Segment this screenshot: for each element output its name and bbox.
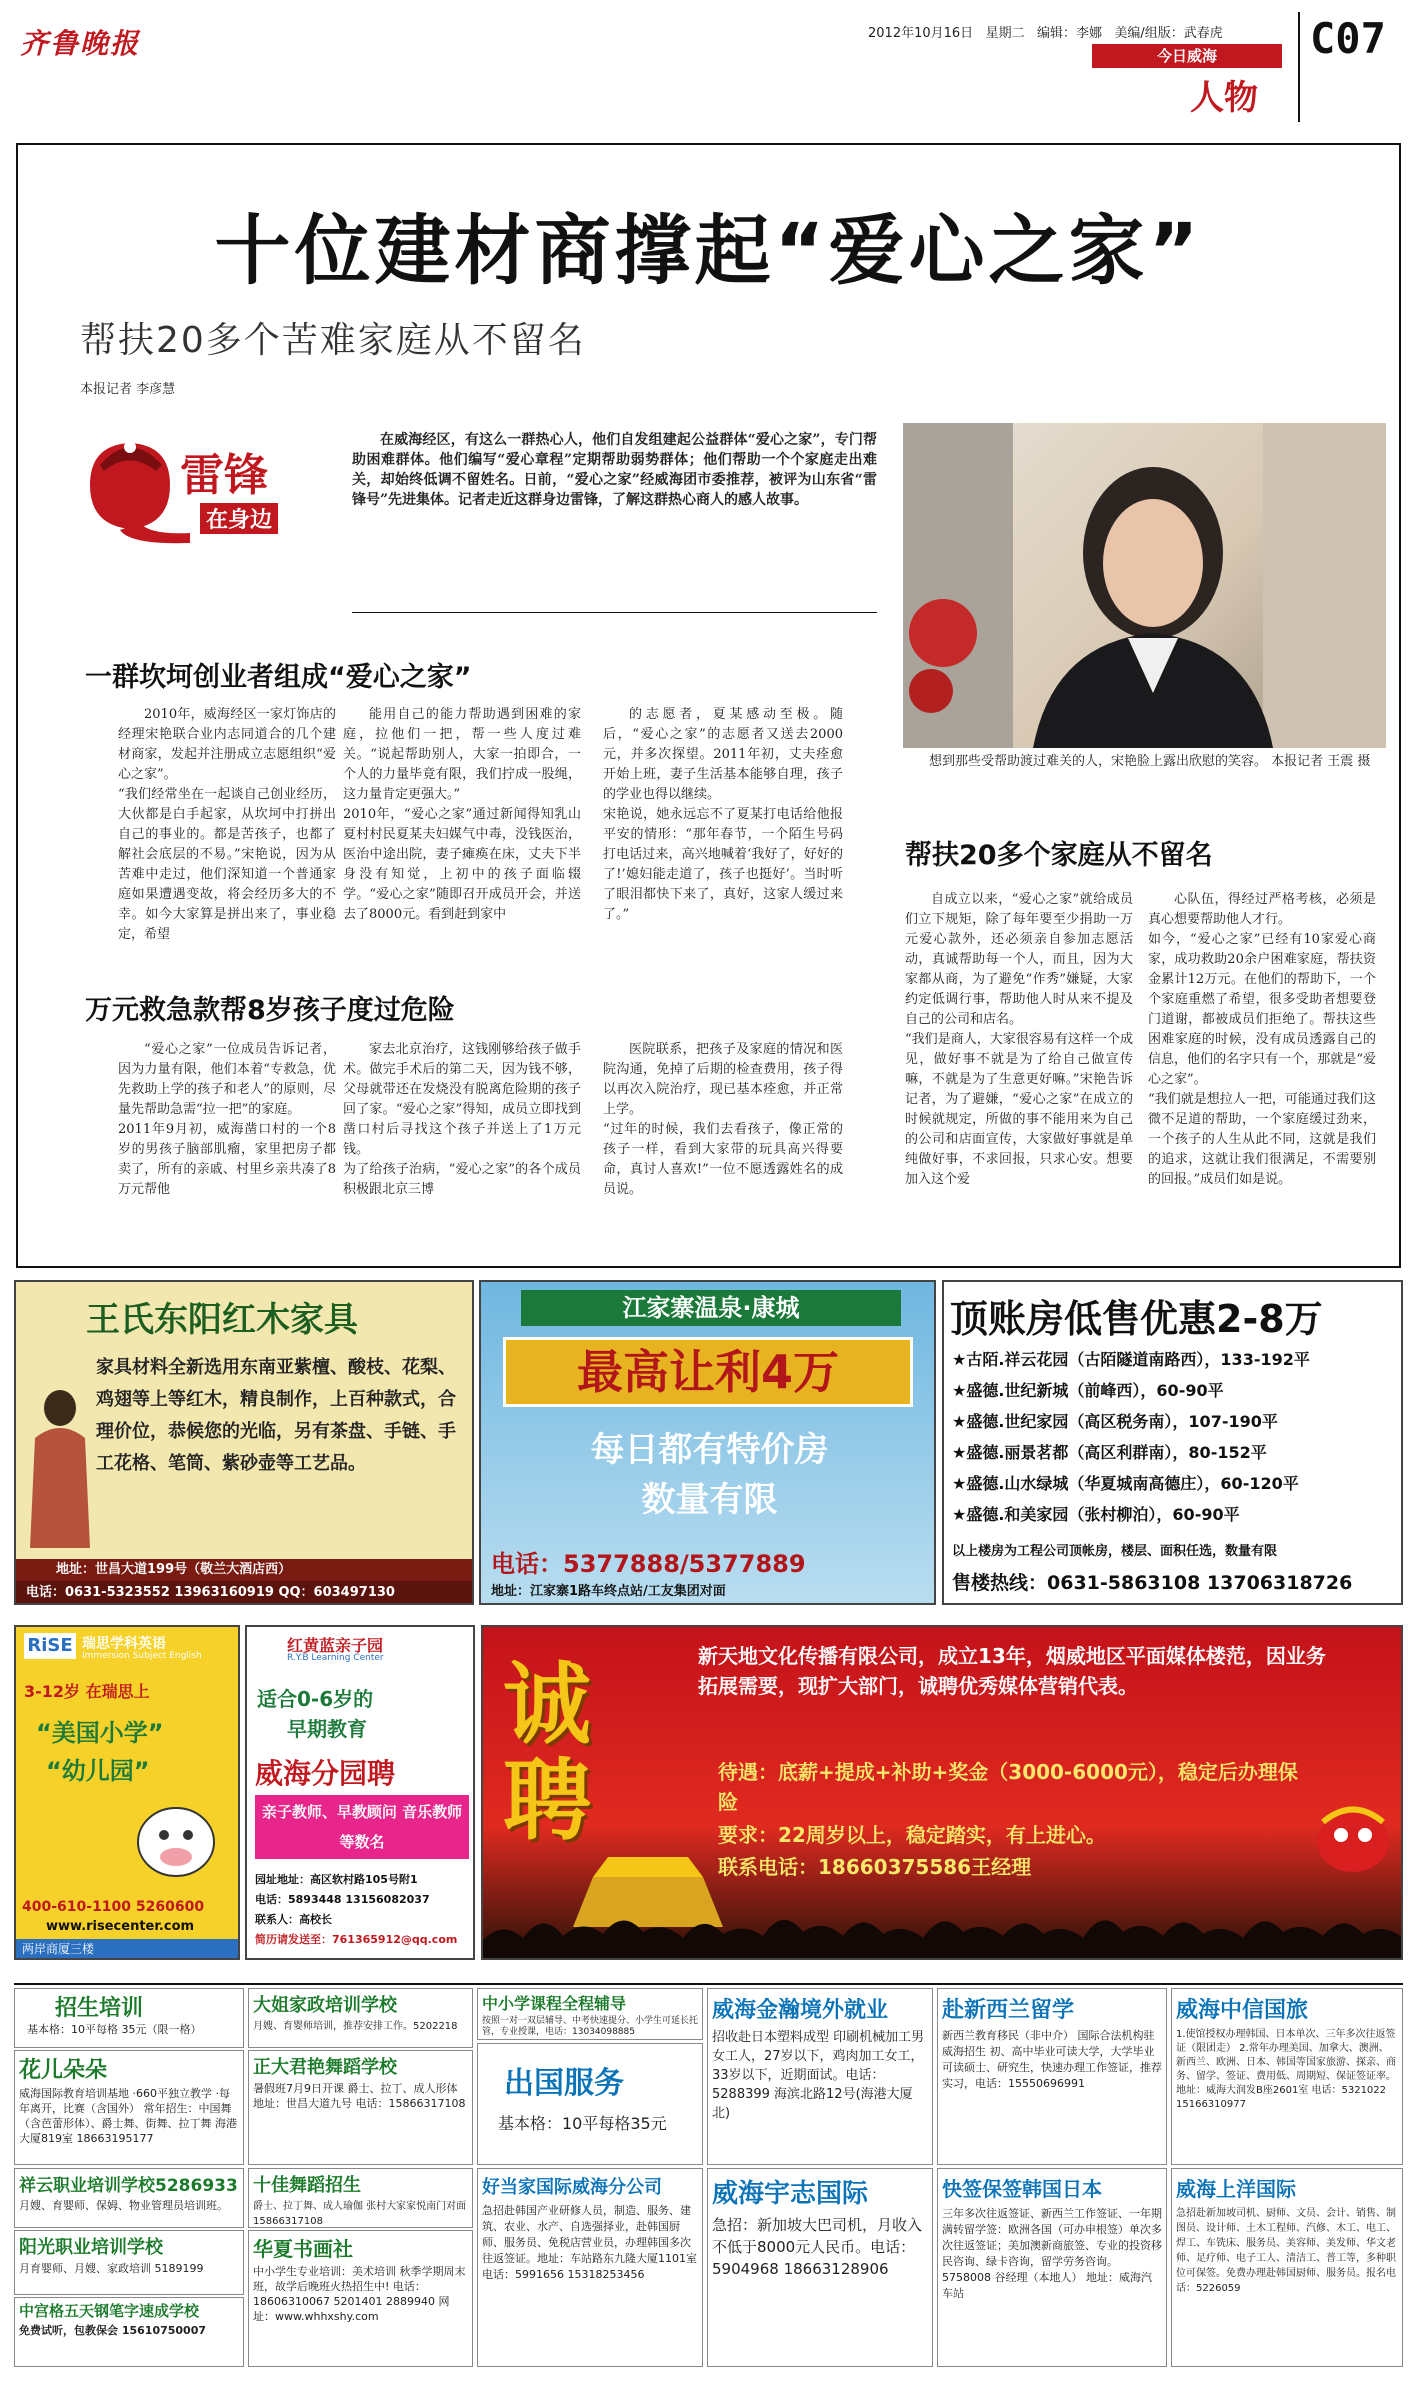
hotspring-address: 地址：江家寨1路车终点站/工友集团对面: [491, 1584, 726, 1599]
classified-title: 十佳舞蹈招生: [253, 2175, 361, 2196]
article-border-right: [1399, 143, 1401, 1268]
english-brand-en: Immersion Subject English: [82, 1651, 202, 1661]
lead-paragraph: 在威海经区，有这么一群热心人，他们自发组建起公益群体“爱心之家”，专门帮助困难群体。他们编写“爱心章程”定期帮助弱势群体；他们帮助一个个家庭走出难关，却始终低调不留姓名。日前，“爱心之家”经威海团市委推荐，被评为山东省“雷锋号”先进集体。记者走近这群身边雷锋，了解这群热心商人的感人故事。: [352, 432, 877, 508]
recruit-req: 要求：22周岁以上，稳定踏实，有上进心。: [718, 1823, 1106, 1847]
classified-text: 月育婴师、月嫂、家政培训 5189199: [19, 2262, 204, 2275]
classified-box[interactable]: [248, 2050, 473, 2165]
weekday: 星期二: [985, 26, 1025, 41]
section-2-col-1: “爱心之家”一位成员告诉记者，因为力量有限，他们本着“专救急，优先救助上学的孩子和老人”的原则，尽量先帮助急需“拉一把”的家庭。 2011年9月初，威海凿口村的一个8岁的男孩子脑部肌瘤，家里把房子都卖了，所有的亲戚、村里乡亲共凑了8万元帮他: [118, 1042, 336, 1197]
hotspring-phone: 电话：5377888/5377889: [491, 1550, 806, 1578]
realestate-title: 顶账房低售优惠2-8万: [950, 1297, 1323, 1341]
classified-title: 出国服务: [504, 2066, 624, 2101]
furniture-title: 王氏东阳红木家具: [86, 1300, 358, 1340]
classified-text: 基本格：10平每格 35元（限一格）: [27, 2023, 202, 2036]
ad-furniture[interactable]: [14, 1280, 474, 1605]
kids-brand-en: R.Y.B Learning Center: [287, 1653, 384, 1663]
recruit-pay: 待遇：底薪+提成+补助+奖金（3000-6000元），稳定后办理保险: [718, 1760, 1298, 1814]
paper-name: 齐鲁晚报: [20, 27, 141, 60]
section-1-col-3: 的志愿者，夏某感动至极。随后，“爱心之家”的志愿者又送去2000元，并多次探望。2011年初，丈夫痊愈开始上班，妻子生活基本能够自理，孩子的学业也得以继续。 宋艳说，她永远忘不了夏某打电话给他报平安的情形：“那年春节，一个陌生号码打电话过来，高兴地喊着‘我好了，好好的了!’媳妇能走道了，孩子也挺好’。当时听了眼泪都快下来了，真好，这家人缓过来了。”: [603, 707, 843, 922]
realestate-item: ★盛德.世纪家园（高区税务南），107-190平: [952, 1412, 1278, 1431]
classified-text: 爵士、拉丁舞、成人瑜伽 张村大家家悦南门对面 15866317108: [253, 2201, 467, 2227]
section-tag: 今日威海: [1092, 44, 1282, 68]
ad-kids[interactable]: [245, 1625, 475, 1960]
classified-box[interactable]: [937, 2168, 1167, 2367]
kids-address: 园址地址：高区软村路105号附1: [255, 1873, 418, 1886]
furniture-address: 地址：世昌大道199号（敬兰大酒店西）: [16, 1559, 474, 1581]
classified-text: 月嫂、育婴师培训，推荐安排工作。5202218: [253, 2021, 458, 2032]
english-logo: RiSE: [24, 1633, 76, 1659]
logo-text-main: 雷锋: [180, 450, 268, 501]
editor: 编辑：李娜: [1037, 26, 1103, 41]
ad-realestate[interactable]: [942, 1280, 1403, 1605]
english-age: 3-12岁 在瑞思上: [24, 1682, 150, 1701]
classified-title: 中宫格五天钢笔字速成学校: [19, 2302, 200, 2320]
recruit-contact: 联系电话：18660375586王经理: [718, 1855, 1032, 1879]
kids-phone: 电话：5893448 13156082037: [255, 1893, 430, 1906]
woman-portrait-icon: [903, 423, 1386, 748]
english-site: www.risecenter.com: [46, 1919, 195, 1934]
cartoon-cow-icon: [126, 1787, 226, 1887]
article-border-top: [16, 143, 1401, 145]
kids-age: 适合0-6岁的: [257, 1687, 374, 1711]
section-1-col-2: 能用自己的能力帮助遇到困难的家庭，拉他们一把，帮一些人度过难关。“说起帮助别人，大家一拍即合，一个人的力量毕竟有限，我们拧成一股绳，这力量肯定更强大。” 2010年，“爱心之家”通过新闻得知乳山夏村村民夏某夫妇媒气中毒，没钱医治，医治中途出院，妻子瘫痪在床，丈夫下半身没有知觉，上初中的孩子面临辍学。“爱心之家”随即召开成员开会，并送去了8000元。看到赶到家中: [343, 707, 581, 922]
classified-box[interactable]: [477, 1988, 703, 2040]
classified-title: 好当家国际威海分公司: [482, 2177, 662, 2198]
logo-text-sub: 在身边: [200, 503, 278, 534]
hotspring-main: 最高让利4万: [503, 1337, 913, 1407]
byline: 本报记者 李彦慧: [80, 382, 176, 397]
classified-title: 中小学课程全程辅导: [482, 1994, 627, 2013]
classified-text: 急招：新加坡大巴司机，月收入不低于8000元人民币。电话：5904968 18663128906: [712, 2216, 923, 2278]
classified-text: 中小学生专业培训：美术培训 秋季学期周末班，故学后晚班火热招生中! 电话：18606310067 5201401 2889940 网址：www.whhxshy.com: [253, 2265, 466, 2323]
lady-figure-icon: [20, 1378, 100, 1558]
classified-title: 华夏书画社: [253, 2237, 353, 2261]
classified-box[interactable]: [707, 2168, 933, 2367]
hotspring-line3: 数量有限: [641, 1480, 778, 1520]
classified-title: 正大君艳舞蹈学校: [253, 2057, 397, 2078]
classified-title: 赴新西兰留学: [942, 1998, 1075, 2023]
classified-text: 三年多次往返签证、新西兰工作签证、一年期满转留学签：欧洲各国（可办申根签）单次多次往返签证；美加澳新商旅签、专业的投资移民咨询、绿卡咨询，留学劳务咨询。5758008 谷经理（本地人） 地址：威海汽车站: [942, 2207, 1162, 2300]
section-1-col-1: 2010年，威海经区一家灯饰店的经理宋艳联合业内志同道合的几个建材商家，发起并注册成立志愿组织“爱心之家”。 “我们经常坐在一起谈自己创业经历，大伙都是白手起家，从坎坷中打拼出自己的事业的。都是苦孩子，也都了解社会底层的不易。”宋艳说，因为从苦难中走过，他们深知道一个普通家庭如果遭遇变故，将会经历多大的不幸。如今大家算是拼出来了，事业稳定，希望: [118, 707, 336, 942]
section-3-col-1: 自成立以来，“爱心之家”就给成员们立下规矩，除了每年要至少捐助一万元爱心款外，还必须亲自参加志愿活动，真诚帮助每一个人，而且，因为大家都从商，为了避免“作秀”嫌疑，大家约定低调行事，帮助他人时从来不提及自己的公司和店名。 “我们是商人，大家很容易有这样一个成见，做好事不就是为了给自己做宣传嘛，不就是为了生意更好嘛。”宋艳告诉记者，为了避嫌，“爱心之家”在成立的时候就规定，所做的事不能用来为自己的公司和店面宣传，大家做好事就是单纯做好事，不求回报，只求心安。想要加入这个爱: [905, 892, 1133, 1187]
english-phone: 400-610-1100 5260600: [22, 1899, 205, 1915]
classified-text: 月嫂、育婴师、保姆、物业管理员培训班。: [19, 2199, 228, 2212]
classified-box[interactable]: [1171, 1988, 1403, 2165]
classified-text: 基本格：10平每格35元: [498, 2114, 667, 2133]
classified-text: 按照一对一双层辅导、中考快速提分、小学生可延长托管，专业授课，电话：13034098885: [482, 2016, 699, 2037]
classified-box[interactable]: [1171, 2168, 1403, 2367]
kids-email: 简历请发送至：761365912@qq.com: [255, 1933, 458, 1946]
classified-box[interactable]: [248, 2230, 473, 2367]
section-2-title: 万元救急款帮8岁孩子度过危险: [85, 995, 455, 1026]
classified-text: 暑假班7月9日开课 爵士、拉丁、成人形体 地址：世昌大道九号 电话：15866317108: [253, 2082, 466, 2110]
realestate-hotline: 售楼热线：0631-5863108 13706318726: [952, 1572, 1353, 1594]
photo-caption: 想到那些受帮助渡过难关的人，宋艳脸上露出欣慰的笑容。 本报记者 王震 摄: [929, 754, 1371, 769]
classified-text: 急招赴新加坡司机、厨师、文员、会计、销售、制图员、设计师、土木工程师、汽修、木工、电工、焊工、车铣床、服务员、美容师、美发师、华文老师、足疗师、电子工人、清洁工、普工等，多种职位可保签。免费办理赴韩国厨师、服务员。报名电话：5226059: [1176, 2208, 1396, 2294]
header-meta: [868, 22, 1223, 41]
classified-title: 威海宇志国际: [712, 2179, 869, 2209]
subheadline: 帮扶20多个苦难家庭从不留名: [80, 320, 586, 361]
english-school-1: “美国小学”: [36, 1719, 164, 1747]
kids-contact: 联系人：高校长: [255, 1913, 332, 1926]
classified-text: 威海国际教育培训基地 ·660平独立教学 ·每年离开，比赛（含国外） 常年招生：中国舞（含芭蕾形体）、爵士舞、街舞、拉丁舞 海港大厦819室 18663195177: [19, 2087, 237, 2145]
classified-box[interactable]: [14, 2297, 244, 2367]
ad-recruit[interactable]: [481, 1625, 1403, 1960]
classified-box[interactable]: [14, 1988, 244, 2048]
article-border-bottom: [16, 1266, 1401, 1268]
classified-text: 急招赴韩国产业研修人员，制造、服务、建筑、农业、水产、自选强择业，赴韩国厨师、服务员、免税店营业员，办理韩国多次往返签证。地址：车站路东九隆大厦1101室 电话：5991656 15318253456: [482, 2204, 697, 2281]
section-3-title: 帮扶20多个家庭从不留名: [905, 840, 1213, 871]
header-divider: [1298, 12, 1300, 122]
kids-hire: 威海分园聘: [255, 1757, 396, 1790]
classified-text: 招收赴日本塑料成型 印刷机械加工男女工人，27岁以下，鸡肉加工女工，33岁以下，近期面试。电话：5288399 海滨北路12号(海港大厦北): [712, 2030, 925, 2121]
realestate-item: ★古陌.祥云花园（古陌隧道南路西），133-192平: [952, 1350, 1310, 1369]
classified-title: 大姐家政培训学校: [253, 1995, 397, 2016]
realestate-item: ★盛德.世纪新城（前峰西），60-90平: [952, 1381, 1224, 1400]
classified-box[interactable]: [707, 1988, 933, 2165]
classified-box[interactable]: [14, 2230, 244, 2295]
ad-english[interactable]: [14, 1625, 240, 1960]
lead-rule: [352, 612, 877, 613]
kids-edu: 早期教育: [287, 1717, 367, 1741]
realestate-item: ★盛德.和美家园（张村柳泊），60-90平: [952, 1505, 1240, 1524]
issue-date: 2012年10月16日: [868, 26, 974, 41]
classified-box[interactable]: [248, 1988, 473, 2048]
classified-text: 新西兰教育移民（非中介） 国际合法机构驻威海招生 初、高中毕业可读大学，大学毕业可读硕士、研究生，快速办理工作签证，推荐实习，电话：15550696991: [942, 2029, 1162, 2090]
crowd-silhouette-icon: [483, 1900, 1403, 1960]
classified-title: 威海金瀚境外就业: [712, 1998, 889, 2023]
classified-text: 免费试听，包教保会 15610750007: [19, 2324, 207, 2337]
ad-hotspring[interactable]: [479, 1280, 936, 1605]
classified-box[interactable]: [477, 2168, 703, 2367]
kids-roles: 亲子教师、早教顾问 音乐教师等数名: [255, 1795, 469, 1859]
recruit-intro: 新天地文化传播有限公司，成立13年，烟威地区平面媒体楼范，因业务拓展需要，现扩大部门，诚聘优秀媒体营销代表。: [698, 1644, 1326, 1698]
section-2-col-2: 家去北京治疗，这钱刚够给孩子做手术。做完手术后的第二天，因为钱不够，父母就带还在发烧没有脱离危险期的孩子回了家。“爱心之家”得知，成员立即找到凿口村后寻找这个孩子并送上了1万元钱。 为了给孩子治病，“爱心之家”的各个成员积极跟北京三博: [343, 1042, 581, 1197]
realestate-list: [952, 1344, 1402, 1530]
classified-box[interactable]: [248, 2168, 473, 2228]
realestate-item: ★盛德.山水绿城（华夏城南高德庄），60-120平: [952, 1474, 1299, 1493]
realestate-item: ★盛德.丽景茗都（高区利群南），80-152平: [952, 1443, 1267, 1462]
lion-dance-icon: [1313, 1797, 1393, 1887]
article-border-left: [16, 143, 18, 1268]
hotspring-top: 江家寨温泉·康城: [521, 1290, 901, 1326]
furniture-phone: 电话：0631-5323552 13963160919 QQ：603497130: [16, 1581, 474, 1605]
classified-box[interactable]: [477, 2043, 703, 2165]
portrait-photo: [903, 423, 1386, 748]
english-school-2: “幼儿园”: [46, 1757, 150, 1785]
classified-title: 祥云职业培训学校5286933: [19, 2176, 238, 2196]
classified-title: 阳光职业培训学校: [19, 2237, 163, 2258]
classified-title: 威海上洋国际: [1176, 2177, 1296, 2201]
classifieds-top-rule: [14, 1983, 1403, 1985]
classified-title: 威海中信国旅: [1176, 1998, 1309, 2023]
classified-box[interactable]: [937, 1988, 1167, 2165]
section-3-col-2: 心队伍，得经过严格考核，必须是真心想要帮助他人才行。 如今，“爱心之家”已经有10家爱心商家，成功救助20余户困难家庭，帮扶资金累计12万元。在他们的帮助下，一个个家庭重燃了希望，很多受助者想要登门道谢，都被成员们拒绝了。帮扶这些困难家庭的时候，没有成员透露自己的信息，他们的名字只有一个，那就是“爱心之家”。 “我们就是想拉人一把，可能通过我们这微不足道的帮助，一个家庭缓过劲来，一个孩子的人生从此不同，这就是我们的追求，这就让我们很满足，不需要别的回报。”成员们如是说。: [1148, 892, 1376, 1187]
classified-title: 招生培训: [55, 1996, 144, 2021]
kids-brand: 红黄蓝亲子园: [287, 1636, 384, 1655]
classified-title: 快签保签韩国日本: [942, 2177, 1102, 2201]
art-editor: 美编/组版：武春虎: [1114, 26, 1223, 41]
section-name: 人物: [1190, 78, 1258, 118]
leifeng-logo: [70, 425, 330, 545]
recruit-big: 诚聘: [503, 1653, 592, 1852]
section-1-title: 一群坎坷创业者组成“爱心之家”: [85, 662, 472, 693]
headline: 十位建材商撑起“爱心之家”: [214, 206, 1203, 295]
hotspring-line2: 每日都有特价房: [590, 1430, 829, 1470]
furniture-text: 家具材料全新选用东南亚紫檀、酸枝、花梨、鸡翅等上等红木，精良制作，上百种款式，合理价位，恭候您的光临，另有茶盘、手链、手工花格、笔筒、紫砂壶等工艺品。: [96, 1357, 456, 1474]
page-number: C07: [1310, 14, 1386, 63]
section-2-col-3: 医院联系，把孩子及家庭的情况和医院沟通，免掉了后期的检查费用，孩子得以再次入院治疗，现已基本痊愈，并正常上学。 “过年的时候，我们去看孩子，像正常的孩子一样，看到大家带的玩具高兴得要命，真讨人喜欢!”一位不愿透露姓名的成员说。: [603, 1042, 843, 1197]
classified-title: 花儿朵朵: [19, 2058, 108, 2083]
english-brand: 瑞思学科英语: [82, 1636, 166, 1652]
english-branch: 两岸商厦三楼: [16, 1939, 240, 1960]
realestate-note: 以上楼房为工程公司顶帐房，楼层、面积任选，数量有限: [952, 1544, 1278, 1559]
classified-text: 1.使馆授权办理韩国、日本单次、三年多次往返签证（限团走） 2.常年办理美国、加拿大、澳洲、新西兰、欧洲、日本、韩国等国家旅游、探亲、商务、留学、签证、费用低、周期短、保证签证率。地址：威海大润发B座2601室 电话：5321022 15166310977: [1176, 2029, 1396, 2110]
classified-box[interactable]: [14, 2050, 244, 2165]
classified-box[interactable]: [14, 2168, 244, 2228]
